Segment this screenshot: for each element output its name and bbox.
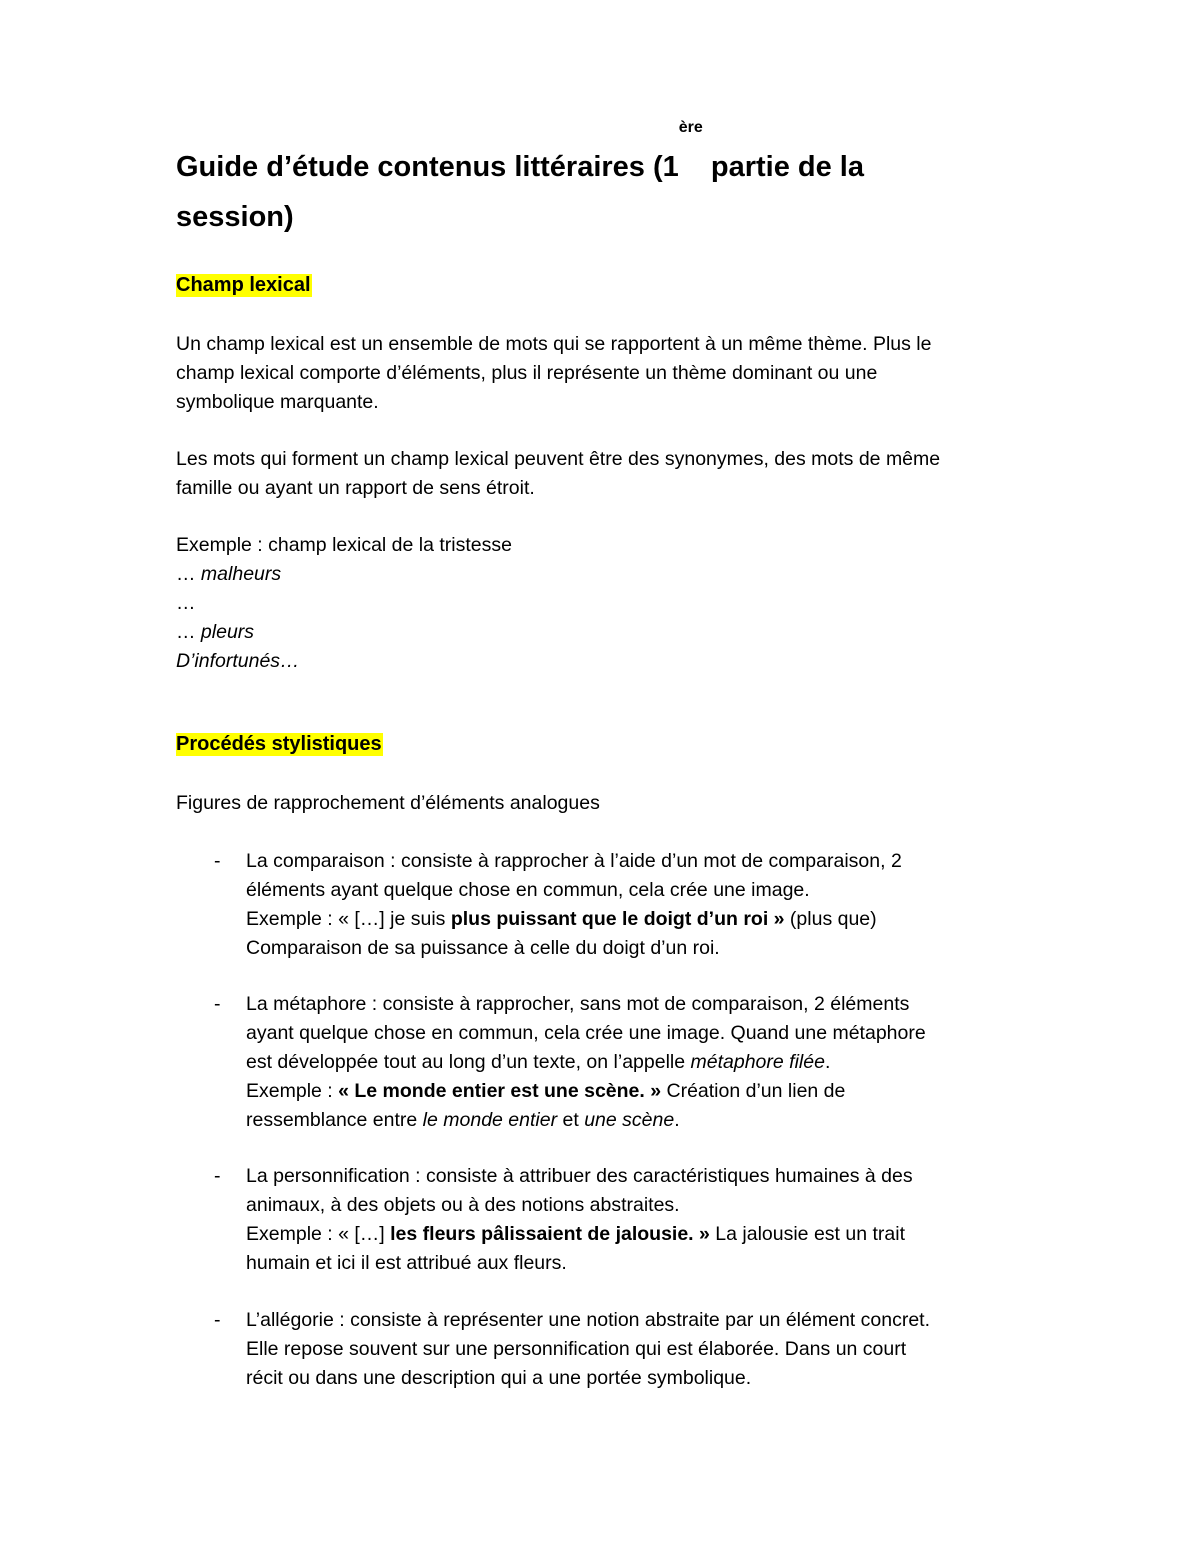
text-run: et [557,1109,585,1131]
italic-term: une scène [584,1109,675,1131]
example-prefix: Exemple : « […] je suis [246,908,451,930]
example-suffix: La jalousie est un trait [709,1223,905,1245]
example-word: pleurs [200,621,255,643]
italic-term: le monde entier [422,1109,558,1131]
text-run: ressemblance entre [246,1109,423,1131]
ellipsis-text: … [176,563,201,585]
example-quote-bold: les fleurs pâlissaient de jalousie. » [390,1223,710,1245]
item-example-line [246,905,1046,934]
item-line: La comparaison : consiste à rapprocher à l’aide d’un mot de comparaison, 2 [246,850,902,872]
bullet-dash: - [214,1165,221,1187]
text-run: . [824,1051,831,1073]
paragraph-line: famille ou ayant un rapport de sens étroit. [176,477,535,499]
example-quote-bold: plus puissant que le doigt d’un roi » [450,908,785,930]
item-line: animaux, à des objets ou à des notions abstraites. [246,1194,680,1216]
example-line-2: … [176,592,196,614]
bullet-dash: - [214,993,221,1015]
example-prefix: Exemple : [246,1080,339,1102]
item-line [246,1106,1046,1135]
paragraph-line: Un champ lexical est un ensemble de mots qui se rapportent à un même thème. Plus le [176,333,932,355]
text-run: est développée tout au long d’un texte, on l’appelle [246,1051,691,1073]
example-suffix: (plus que) [784,908,877,930]
item-line: Comparaison de sa puissance à celle du doigt d’un roi. [246,937,720,959]
example-block [176,531,1036,676]
example-word: malheurs [200,563,282,585]
section-heading-procedes [176,730,383,759]
example-suffix: Création d’un lien de [661,1080,846,1102]
example-label: Exemple : champ lexical de la tristesse [176,534,512,556]
item-line: La métaphore : consiste à rapprocher, sans mot de comparaison, 2 éléments [246,993,910,1015]
ellipsis-text: … [176,621,201,643]
paragraph-definition [176,330,1036,417]
paragraph-words [176,445,1036,503]
list-item-text [246,1162,1046,1278]
highlighted-heading-text: Procédés stylistiques [176,733,382,755]
section-heading-champ-lexical [176,271,312,300]
title-superscript: ère [678,119,703,136]
list-item-text [246,990,1046,1135]
bullet-dash: - [214,1309,221,1331]
example-line-4: D’infortunés… [176,650,300,672]
subheading-figures [176,789,1036,818]
paragraph-line: champ lexical comporte d’éléments, plus il représente un thème dominant ou une [176,362,878,384]
title-text-start: Guide d’étude contenus littéraires (1 [176,151,679,183]
text-run: . [674,1109,680,1131]
example-line-1 [176,560,1036,589]
example-prefix: Exemple : « […] [246,1223,391,1245]
item-line: récit ou dans une description qui a une portée symbolique. [246,1367,752,1389]
item-line [246,1048,1046,1077]
example-quote-bold: « Le monde entier est une scène. » [338,1080,662,1102]
example-line-3 [176,618,1036,647]
item-example-line [246,1077,1046,1106]
item-line: La personnification : consiste à attribuer des caractéristiques humaines à des [246,1165,913,1187]
list-item-text [246,1306,1046,1393]
item-example-line [246,1220,1046,1249]
title-text-end: partie de la [702,151,864,183]
item-line: humain et ici il est attribué aux fleurs. [246,1252,567,1274]
item-line: ayant quelque chose en commun, cela crée une image. Quand une métaphore [246,1022,926,1044]
subheading-text: Figures de rapprochement d’éléments analogues [176,792,600,814]
paragraph-line: Les mots qui forment un champ lexical peuvent être des synonymes, des mots de même [176,448,941,470]
list-item-text [246,847,1046,963]
highlighted-heading-text: Champ lexical [176,274,311,296]
bullet-dash: - [214,850,221,872]
item-line: Elle repose souvent sur une personnification qui est élaborée. Dans un court [246,1338,907,1360]
item-line: L’allégorie : consiste à représenter une notion abstraite par un élément concret. [246,1309,930,1331]
item-line: éléments ayant quelque chose en commun, cela crée une image. [246,879,810,901]
italic-term: métaphore filée [690,1051,825,1073]
title-line-2: session) [176,201,294,233]
paragraph-line: symbolique marquante. [176,391,379,413]
page-title [176,119,1036,242]
